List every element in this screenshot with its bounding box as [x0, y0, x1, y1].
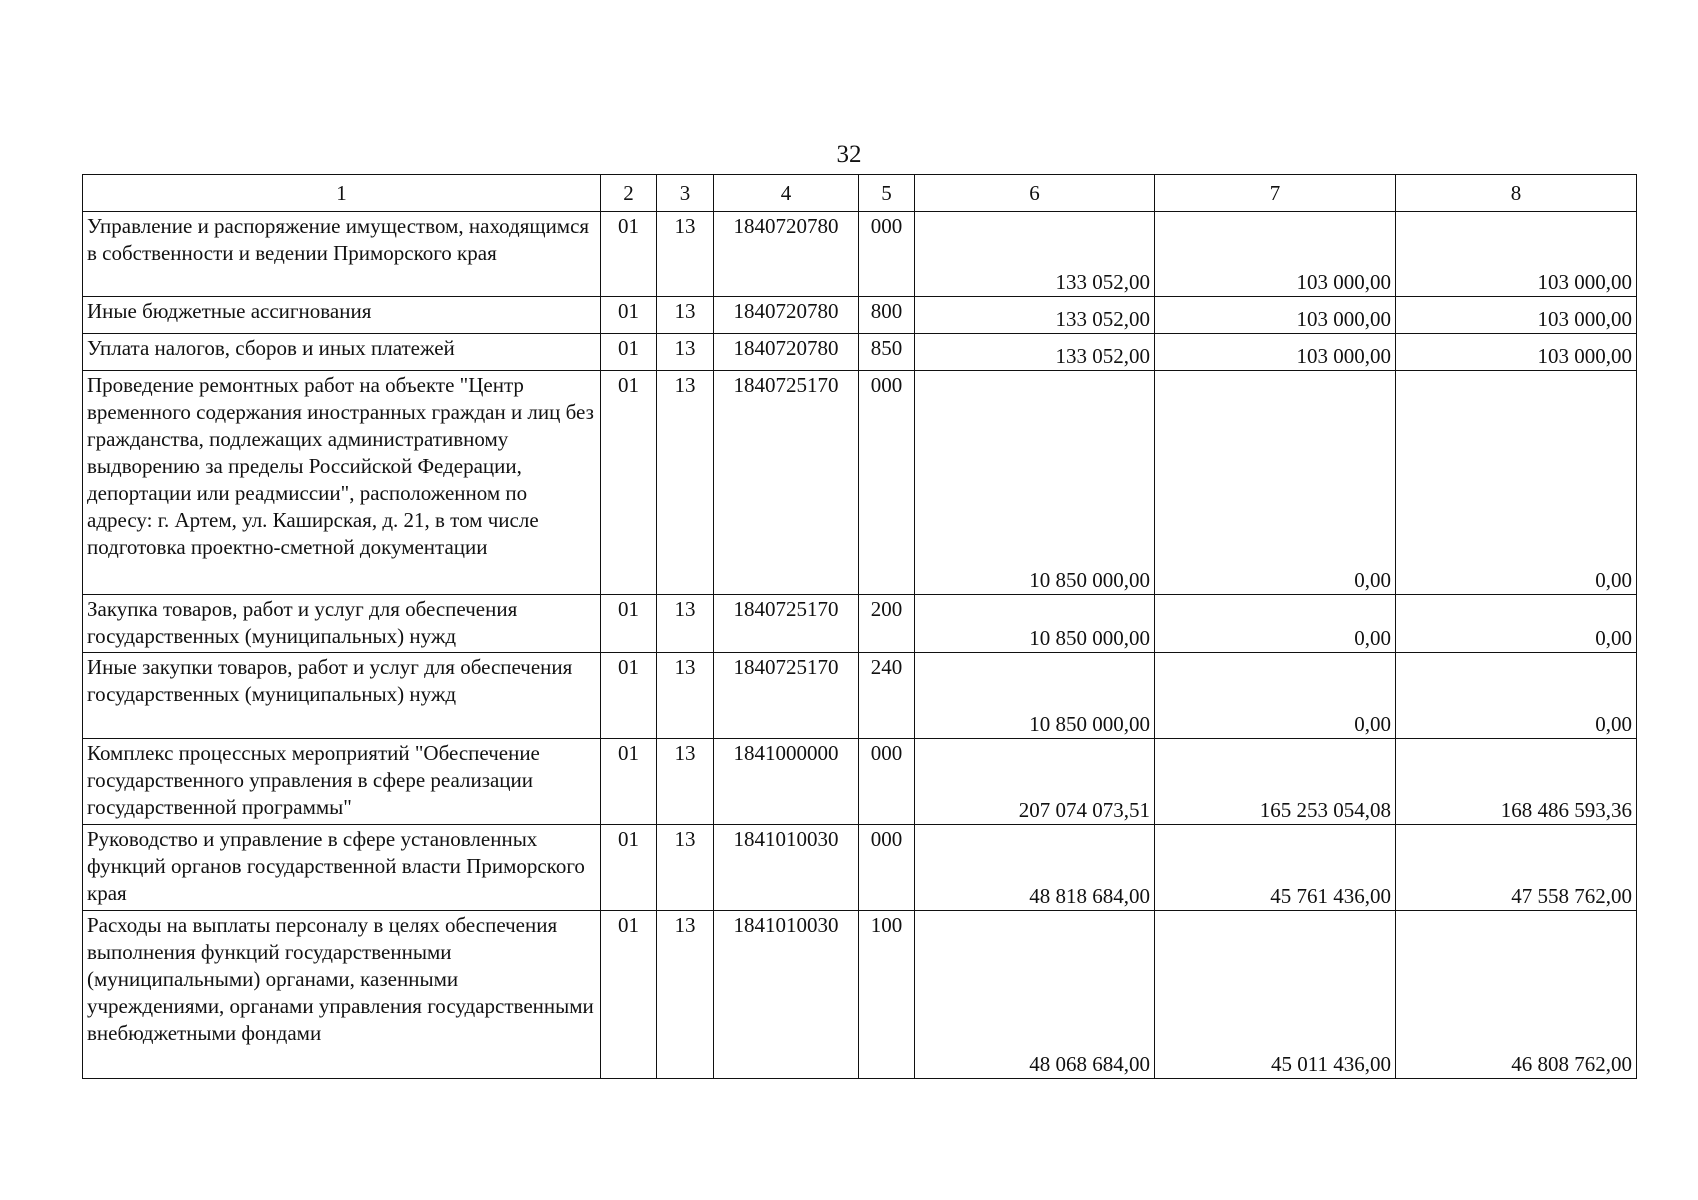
section-code: 01 [601, 371, 657, 595]
table-row [83, 595, 1637, 653]
expense-name: Проведение ремонтных работ на объекте "Центр временного содержания иностранных граждан и лиц без гражданства, подлежащих административному выдворению за пределы Российской Федерации, депортации или реадмиссии", расположенном по адресу: г. Артем, ул. Каширская, д. 21, в том числе подготовка проектно-сметной документации [83, 371, 601, 595]
amount-col-6: 10 850 000,00 [915, 595, 1155, 653]
amount-col-8: 47 558 762,00 [1396, 825, 1637, 911]
section-code: 01 [601, 739, 657, 825]
amount-col-7: 0,00 [1155, 653, 1396, 739]
table-row [83, 825, 1637, 911]
amount-col-8: 103 000,00 [1396, 297, 1637, 334]
amount-col-7: 0,00 [1155, 595, 1396, 653]
expense-type-code: 850 [859, 334, 915, 371]
target-article-code: 1841010030 [714, 825, 859, 911]
amount-col-7: 103 000,00 [1155, 212, 1396, 297]
expense-name: Комплекс процессных мероприятий "Обеспечение государственного управления в сфере реализации государственной программы" [83, 739, 601, 825]
amount-col-7: 0,00 [1155, 371, 1396, 595]
amount-col-8: 0,00 [1396, 653, 1637, 739]
subsection-code: 13 [657, 212, 714, 297]
expense-type-code: 100 [859, 911, 915, 1079]
expense-type-code: 000 [859, 212, 915, 297]
subsection-code: 13 [657, 371, 714, 595]
expense-name: Закупка товаров, работ и услуг для обеспечения государственных (муниципальных) нужд [83, 595, 601, 653]
subsection-code: 13 [657, 739, 714, 825]
amount-col-6: 48 068 684,00 [915, 911, 1155, 1079]
section-code: 01 [601, 334, 657, 371]
budget-table [82, 174, 1637, 1079]
expense-name: Иные закупки товаров, работ и услуг для обеспечения государственных (муниципальных) нужд [83, 653, 601, 739]
target-article-code: 1840725170 [714, 371, 859, 595]
expense-name: Иные бюджетные ассигнования [83, 297, 601, 334]
column-header: 7 [1155, 175, 1396, 212]
expense-type-code: 800 [859, 297, 915, 334]
page-number: 32 [836, 141, 862, 168]
amount-col-6: 10 850 000,00 [915, 653, 1155, 739]
expense-name: Управление и распоряжение имуществом, находящимся в собственности и ведении Приморского края [83, 212, 601, 297]
column-header: 2 [601, 175, 657, 212]
amount-col-6: 48 818 684,00 [915, 825, 1155, 911]
subsection-code: 13 [657, 825, 714, 911]
table-row [83, 297, 1637, 334]
amount-col-7: 103 000,00 [1155, 334, 1396, 371]
expense-type-code: 200 [859, 595, 915, 653]
expense-name: Расходы на выплаты персоналу в целях обеспечения выполнения функций государственными (муниципальными) органами, казенными учреждениями, органами управления государственными внебюджетными фондами [83, 911, 601, 1079]
column-header: 5 [859, 175, 915, 212]
target-article-code: 1840725170 [714, 595, 859, 653]
section-code: 01 [601, 595, 657, 653]
column-header: 4 [714, 175, 859, 212]
column-header: 3 [657, 175, 714, 212]
table-row [83, 371, 1637, 595]
table-row [83, 334, 1637, 371]
header-row [83, 175, 1637, 212]
amount-col-7: 103 000,00 [1155, 297, 1396, 334]
expense-name: Уплата налогов, сборов и иных платежей [83, 334, 601, 371]
amount-col-6: 133 052,00 [915, 297, 1155, 334]
amount-col-7: 165 253 054,08 [1155, 739, 1396, 825]
expense-name: Руководство и управление в сфере установленных функций органов государственной власти Приморского края [83, 825, 601, 911]
subsection-code: 13 [657, 653, 714, 739]
subsection-code: 13 [657, 911, 714, 1079]
subsection-code: 13 [657, 334, 714, 371]
column-header: 8 [1396, 175, 1637, 212]
target-article-code: 1841010030 [714, 911, 859, 1079]
column-header: 1 [83, 175, 601, 212]
expense-type-code: 000 [859, 825, 915, 911]
amount-col-6: 10 850 000,00 [915, 371, 1155, 595]
table-row [83, 911, 1637, 1079]
target-article-code: 1841000000 [714, 739, 859, 825]
section-code: 01 [601, 911, 657, 1079]
subsection-code: 13 [657, 595, 714, 653]
target-article-code: 1840725170 [714, 653, 859, 739]
amount-col-7: 45 011 436,00 [1155, 911, 1396, 1079]
section-code: 01 [601, 212, 657, 297]
amount-col-6: 133 052,00 [915, 212, 1155, 297]
amount-col-8: 168 486 593,36 [1396, 739, 1637, 825]
section-code: 01 [601, 297, 657, 334]
target-article-code: 1840720780 [714, 334, 859, 371]
amount-col-6: 207 074 073,51 [915, 739, 1155, 825]
amount-col-8: 103 000,00 [1396, 212, 1637, 297]
table-row [83, 739, 1637, 825]
amount-col-8: 0,00 [1396, 595, 1637, 653]
section-code: 01 [601, 653, 657, 739]
target-article-code: 1840720780 [714, 212, 859, 297]
amount-col-8: 103 000,00 [1396, 334, 1637, 371]
target-article-code: 1840720780 [714, 297, 859, 334]
amount-col-8: 0,00 [1396, 371, 1637, 595]
table-row [83, 212, 1637, 297]
table-row [83, 653, 1637, 739]
expense-type-code: 000 [859, 739, 915, 825]
section-code: 01 [601, 825, 657, 911]
amount-col-7: 45 761 436,00 [1155, 825, 1396, 911]
amount-col-8: 46 808 762,00 [1396, 911, 1637, 1079]
subsection-code: 13 [657, 297, 714, 334]
column-header: 6 [915, 175, 1155, 212]
expense-type-code: 240 [859, 653, 915, 739]
expense-type-code: 000 [859, 371, 915, 595]
amount-col-6: 133 052,00 [915, 334, 1155, 371]
